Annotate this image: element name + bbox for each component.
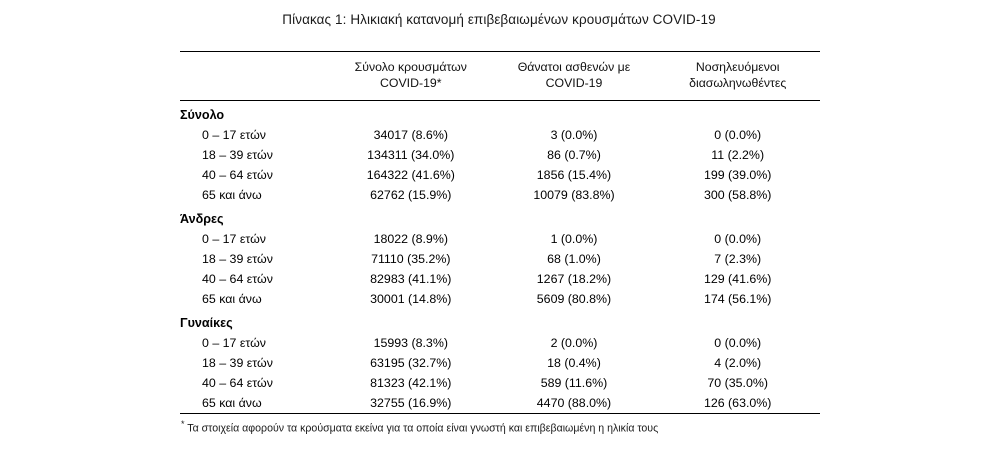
- group-label-total: Σύνολο: [180, 101, 329, 126]
- row-cases: 134311 (34.0%): [367, 148, 455, 162]
- table-row: [180, 185, 820, 205]
- group-empty-2: [493, 309, 656, 333]
- row-cases: 32755 (16.9%): [329, 393, 493, 414]
- row-cases: 62762 (15.9%): [370, 188, 452, 202]
- row-intubated: 0 (0.0%): [714, 232, 762, 246]
- row-label: 65 και άνω: [202, 292, 262, 306]
- row-label: 0 – 17 ετών: [202, 128, 267, 142]
- footnote-text: Τα στοιχεία αφορούν τα κρούσματα εκείνα για τα οποία είναι γνωστή και επιβεβαιωμένη η ηλικία τους: [184, 422, 659, 435]
- table-row: [180, 165, 820, 185]
- header-total-cases-line1: Σύνολο κρουσμάτων: [354, 60, 467, 74]
- row-deaths: 1 (0.0%): [550, 232, 598, 246]
- table-row: [180, 249, 820, 269]
- table-row: [180, 289, 820, 309]
- group-header-row: [180, 309, 820, 333]
- row-intubated: 0 (0.0%): [714, 128, 762, 142]
- table-row: [180, 393, 820, 414]
- header-intubated: [655, 52, 820, 101]
- row-intubated: 11 (2.2%): [711, 148, 765, 162]
- table-footnote: [177, 419, 821, 435]
- group-label-women: Γυναίκες: [180, 316, 233, 330]
- table-row: [180, 229, 820, 249]
- row-intubated: 7 (2.3%): [714, 252, 762, 266]
- group-empty-2: [493, 205, 656, 229]
- table-head: [180, 52, 820, 101]
- group-header-row: [180, 205, 820, 229]
- group-header-row: [180, 101, 820, 126]
- row-intubated: 126 (63.0%): [655, 393, 820, 414]
- group-label-men: Άνδρες: [180, 212, 224, 226]
- table-container: [178, 51, 820, 414]
- row-deaths: 589 (11.6%): [540, 376, 608, 390]
- group-empty-1: [329, 205, 493, 229]
- row-label: 18 – 39 ετών: [202, 148, 273, 162]
- group-empty-1: [329, 101, 493, 126]
- row-cases: 81323 (42.1%): [370, 376, 452, 390]
- row-cases: 15993 (8.3%): [373, 336, 448, 350]
- row-label: 40 – 64 ετών: [202, 376, 273, 390]
- header-deaths-line2: COVID-19: [545, 76, 603, 90]
- page-title: Πίνακας 1: Ηλικιακή κατανομή επιβεβαιωμένων κρουσμάτων COVID-19: [282, 12, 716, 27]
- header-total-cases: [329, 52, 493, 101]
- row-intubated: 0 (0.0%): [714, 336, 762, 350]
- group-empty-3: [655, 101, 820, 126]
- row-cases: 30001 (14.8%): [370, 292, 452, 306]
- table-row: [180, 145, 820, 165]
- row-label: 65 και άνω: [202, 188, 262, 202]
- row-intubated: 174 (56.1%): [703, 292, 772, 306]
- group-empty-2: [493, 101, 656, 126]
- row-intubated: 199 (39.0%): [703, 168, 772, 182]
- row-label: 65 και άνω: [180, 393, 329, 414]
- row-label: 18 – 39 ετών: [202, 356, 273, 370]
- footnote-star: *: [181, 419, 185, 429]
- header-total-cases-line2: COVID-19*: [380, 76, 442, 90]
- row-cases: 164322 (41.6%): [366, 168, 455, 182]
- row-intubated: 70 (35.0%): [707, 376, 768, 390]
- group-empty-3: [655, 205, 820, 229]
- row-label: 40 – 64 ετών: [202, 272, 273, 286]
- row-deaths: 68 (1.0%): [547, 252, 601, 266]
- row-deaths: 10079 (83.8%): [533, 188, 615, 202]
- row-deaths: 1856 (15.4%): [536, 168, 612, 182]
- table-row: [180, 269, 820, 289]
- header-deaths-line1: Θάνατοι ασθενών με: [517, 60, 631, 74]
- row-deaths: 5609 (80.8%): [536, 292, 612, 306]
- age-distribution-table: [180, 51, 820, 414]
- row-label: 40 – 64 ετών: [202, 168, 273, 182]
- table-row: [180, 353, 820, 373]
- row-cases: 71110 (35.2%): [371, 252, 451, 266]
- group-empty-1: [329, 309, 493, 333]
- table-header-row: [180, 52, 820, 101]
- group-empty-3: [655, 309, 820, 333]
- row-cases: 82983 (41.1%): [370, 272, 452, 286]
- row-label: 0 – 17 ετών: [202, 336, 267, 350]
- table-row: [180, 125, 820, 145]
- row-cases: 34017 (8.6%): [373, 128, 448, 142]
- row-deaths: 18 (0.4%): [547, 356, 601, 370]
- table-row: [180, 373, 820, 393]
- row-deaths: 86 (0.7%): [547, 148, 601, 162]
- header-intubated-line1: Νοσηλευόμενοι: [695, 60, 780, 74]
- header-deaths: [493, 52, 656, 101]
- row-intubated: 4 (2.0%): [714, 356, 762, 370]
- row-label: 18 – 39 ετών: [202, 252, 273, 266]
- row-cases: 63195 (32.7%): [370, 356, 452, 370]
- row-deaths: 4470 (88.0%): [493, 393, 656, 414]
- row-intubated: 129 (41.6%): [703, 272, 772, 286]
- header-intubated-line2: διασωληνωθέντες: [689, 76, 787, 90]
- row-deaths: 3 (0.0%): [550, 128, 598, 142]
- table-row: [180, 333, 820, 353]
- row-deaths: 2 (0.0%): [550, 336, 598, 350]
- table-body: [180, 101, 820, 414]
- header-spacer: [180, 52, 329, 101]
- row-cases: 18022 (8.9%): [373, 232, 448, 246]
- row-label: 0 – 17 ετών: [202, 232, 267, 246]
- row-deaths: 1267 (18.2%): [536, 272, 612, 286]
- row-intubated: 300 (58.8%): [703, 188, 772, 202]
